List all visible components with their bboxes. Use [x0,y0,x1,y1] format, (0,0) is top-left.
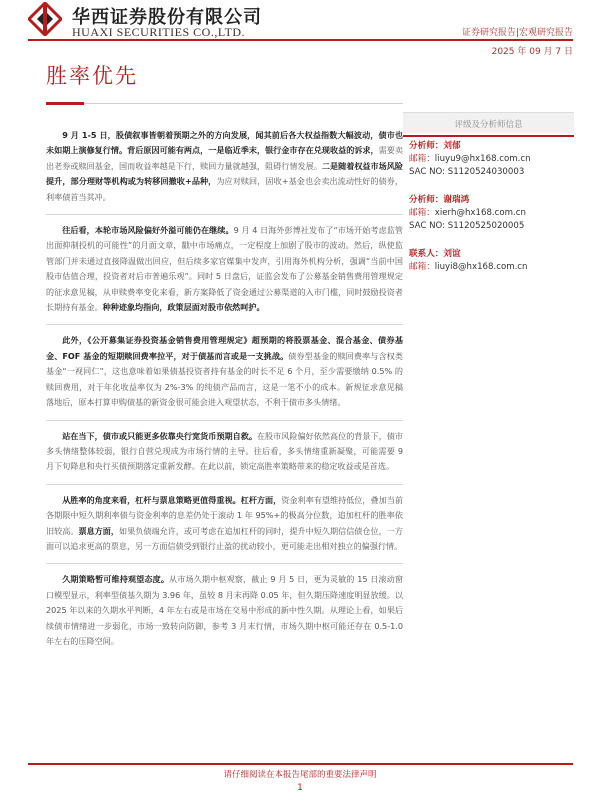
title-divider [46,103,403,104]
paragraph-divider [46,563,403,564]
emphasis-text: 站在当下，债市或只能更多依靠央行宽货币预期自救。 [62,430,257,441]
analyst-panel-header [403,112,574,133]
email-label: 邮箱： [409,208,435,218]
contact-email-link[interactable]: liuyi8@hx168.com.cn [434,262,528,272]
analyst-sac-number: S1120524030003 [447,167,525,177]
emphasis-text: 此外，《公开募集证券投资基金销售费用管理规定》超预期的将股票基金、混合基金、债券基金、FOF 基金的短期赎回费率拉平，对于债基而言或是一支挑战。 [46,335,403,361]
email-label: 邮箱： [409,154,435,164]
analyst-card [409,194,572,233]
page-number: 1 [297,783,303,793]
company-logo-icon [28,2,62,36]
emphasis-text: 从胜率的角度来看，杠杆与票息策略更值得重视。杠杆方面， [62,494,282,505]
emphasis-text: 久期策略暂可维持观望态度。 [62,574,170,585]
emphasis-text: 二是随着权益市场风险提升，部分理财等机构或为转移回撤收+品种， [46,160,403,187]
body-text: 为应对赎回，固收+基金也会卖出流动性好的债券，利率债首当其冲。 [46,176,403,202]
body-text: 9 月 4 日海外彭博社发布了“市场开始考虑监管出面抑制投机的可能性”的月面文章，戳中市场痛点，一定程度上加剧了股市的波动。然后，纵使监管部门并未通过直接降温做出回应，但后续多家官媒集中发声，引用海外机构分析，强调“当前中国股市估值合理，投资者对后市普遍乐观”。同时 5 日盘后，证监会发布了公募基金销售费用管理规定的征求意见稿，从申赎费率变化来看，新方案降低了资金通过公募渠道的入市门槛，同时鼓励投资者长期持有基金。 [46,225,403,313]
paragraph-divider [46,324,403,325]
body-text: 从市场久期中枢观察，截止 9 月 5 日，更为灵敏的 15 日滚动窗口模型显示，利率型债基久期为 3.96 年，虽较 8 月末再降 0.05 年，但久期压降速度明显放缓。以 2025 年以来的久期水平判断，4 年左右或是市场在交易中形成的新中性久期。从理论上看，如果后续债市情绪进一步弱化，市场一致转向防御，参考 3 月末行情，市场久期中枢可能还存在 0.5-1.0 年左右的压降空间。 [46,574,403,646]
body-text: 需要卖出老券或赎回基金，国而收益率越是下行，赎回力量就越强，阻碍行情发展。 [46,145,403,171]
analyst-sac-row [409,220,572,233]
body-text: 债券型基金的赎回费率与含权类基金“一视同仁”，这也意味着如果债基投资者持有基金的时长不足 6 个月，至少需要缴纳 0.5% 的赎回费用，对于年化收益率仅为 2%-3% 的纯债产品而言，这是一笔不小的成本。新规征求意见稿落地后，原本打算申购债基的新资金很可能会进入观望状态，不利于债市多头情绪。 [46,350,403,408]
body-text: 在股市风险偏好依然高位的背景下，债市多头情绪整体较弱，银行自营兑现成为市场行情的主导。往后看，多头情绪重新凝聚，可能需要 9 月下旬降息和央行买债预期落定重新发酵。在此以前，锁定高胜率策略带来的稳定收益或是首选。 [46,430,403,472]
body-text: 如果负债端允许，或可考虑在追加杠杆的同时，提升中短久期信信债仓位，一方面可以追求更高的票息，另一方面信债受到银行止盈的扰动较小，更可能走出相对独立的偏强行情。 [46,525,403,551]
emphasis-text: 票息方面， [78,525,120,536]
analyst-name: 分析师：谢瑞鸿 [409,195,470,205]
analyst-info-panel [403,112,574,312]
analyst-name: 分析师：刘郁 [409,141,461,151]
contact-email-row [409,261,572,274]
company-logo [28,0,328,44]
emphasis-text: 9 月 1-5 日，股债叙事皆朝着预期之外的方向发展，闻其前后各大权益指数大幅波动，债市也未如期上演修复行情。背后原因可能有两点，一是临近季末，银行金市存在兑现收益的诉求， [46,130,403,156]
contact-name: 联系人：刘谊 [409,249,461,259]
analyst-card [409,140,572,179]
emphasis-text: 往后看，本轮市场风险偏好外溢可能仍在继续。 [62,225,234,236]
company-name-cn: 华西证券股份有限公司 [72,7,262,28]
header-divider [28,39,573,41]
analyst-panel-divider [403,135,574,137]
page-title: 胜率优先 [46,64,138,88]
body-paragraph [46,572,403,649]
analyst-panel-title: 评级及分析师信息 [454,120,523,130]
body-paragraph [46,223,403,315]
body-paragraph [46,429,403,475]
body-paragraph [46,333,403,410]
paragraph-divider [46,484,403,485]
body-paragraph [46,128,403,205]
analyst-email-link[interactable]: liuyu9@hx168.com.cn [434,154,531,164]
analyst-sac-row [409,166,572,179]
paragraph-divider [46,420,403,421]
sac-label: SAC NO: [409,167,446,177]
analyst-sac-number: S1120525020005 [447,221,525,231]
legal-notice: 请仔细阅读在本报告尾部的重要法律声明 [223,770,377,780]
contact-card [409,248,572,274]
email-label: 邮箱： [409,262,435,272]
emphasis-text: 种种迹象均指向，政策层面对股市依然呵护。 [102,302,265,313]
title-accent-bar [46,102,84,105]
footer-divider [28,763,573,765]
report-body [46,128,403,649]
report-date: 2025 年 09 月 7 日 [491,47,573,57]
paragraph-divider [46,214,403,215]
sac-label: SAC NO: [409,221,446,231]
body-text: 资金利率有望维持低位，叠加当前各期限中短久期利率债与资金利率的息差仍处于滚动 1 年 95%+的极高分位数，追加杠杆的胜率依旧较高。 [46,494,403,536]
body-paragraph [46,493,403,555]
company-name-en: HUAXI SECURITIES CO.,LTD. [72,25,246,39]
report-type: 证券研究报告|宏观研究报告 [461,28,573,38]
analyst-email-link[interactable]: xierh@hx168.com.cn [434,208,526,218]
analyst-email-row [409,153,572,166]
analyst-email-row [409,207,572,220]
